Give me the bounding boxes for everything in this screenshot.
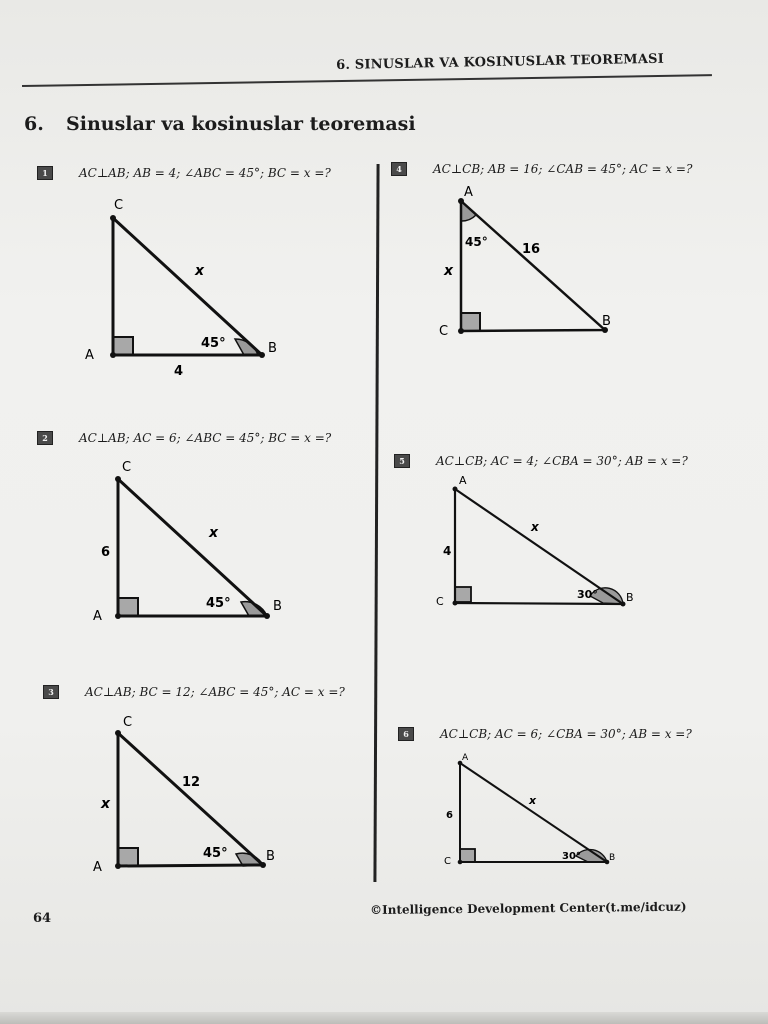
vertex-label-a: A: [85, 348, 94, 363]
hypotenuse-label: x: [529, 794, 537, 807]
triangle-figure-3: [85, 710, 295, 880]
hypotenuse-label: x: [531, 520, 539, 534]
problem-3-statement: [43, 685, 345, 699]
vertex-label-b: B: [602, 314, 611, 329]
problem-text: AC⊥AB; BC = 12; ∠ABC = 45°; AC = x =?: [85, 685, 345, 699]
vertex-label-a: A: [462, 753, 469, 763]
vertex-label-b: B: [609, 853, 616, 863]
triangle-figure-4: [430, 185, 630, 345]
problem-text: AC⊥CB; AB = 16; ∠CAB = 45°; AC = x =?: [433, 162, 693, 176]
vertex-label-b: B: [268, 341, 277, 356]
running-head: 6. SINUSLAR VA KOSINUSLAR TEOREMASI: [336, 51, 665, 73]
triangle-figure-2: [85, 455, 295, 625]
hypotenuse-label: 12: [182, 775, 201, 790]
vertex-label-a: A: [93, 860, 102, 875]
triangle-figure-1: [80, 190, 290, 380]
vertex-label-c: C: [123, 715, 133, 730]
angle-label: 45°: [206, 596, 231, 611]
triangle-figure-5: [430, 475, 640, 615]
leg-label: x: [101, 796, 111, 812]
vertex-label-a: A: [464, 185, 473, 200]
problem-6-statement: [398, 727, 692, 741]
problem-5-statement: [394, 454, 688, 468]
problem-number-badge: 1: [37, 166, 53, 180]
problem-4-statement: [391, 162, 692, 176]
problem-number-badge: 5: [394, 454, 410, 468]
angle-label: 45°: [465, 235, 488, 249]
vertex-label-a: A: [93, 609, 102, 624]
problem-2-statement: [37, 431, 331, 445]
leg-label: 4: [443, 544, 452, 558]
section-title-text: Sinuslar va kosinuslar teoremasi: [66, 113, 416, 135]
section-number: 6.: [24, 113, 44, 135]
hypotenuse-label: x: [209, 525, 219, 541]
problem-text: AC⊥CB; AC = 4; ∠CBA = 30°; AB = x =?: [436, 454, 688, 468]
problem-number-badge: 4: [391, 162, 407, 176]
vertex-label-a: A: [459, 475, 467, 487]
problem-text: AC⊥AB; AC = 6; ∠ABC = 45°; BC = x =?: [79, 431, 332, 445]
vertex-label-b: B: [273, 599, 282, 614]
vertex-label-b: B: [626, 591, 634, 604]
footer-credit: ©Intelligence Development Center(t.me/idcuz): [370, 899, 687, 917]
vertex-label-c: C: [436, 595, 444, 608]
leg-label: 6: [446, 810, 453, 821]
page-edge: [0, 1012, 768, 1024]
triangle-figure-6: [440, 752, 630, 874]
vertex-label-c: C: [444, 856, 451, 867]
angle-label: 45°: [201, 336, 226, 351]
leg-label: 6: [101, 545, 111, 560]
vertex-label-b: B: [266, 849, 275, 864]
vertex-label-c: C: [122, 460, 132, 475]
section-title: [24, 113, 416, 135]
problem-number-badge: 3: [43, 685, 59, 699]
hypotenuse-label: 16: [522, 242, 541, 257]
problem-1-statement: [37, 166, 331, 180]
angle-label: 30°: [562, 851, 581, 862]
vertex-label-c: C: [114, 198, 124, 213]
angle-label: 45°: [203, 846, 228, 861]
problem-text: AC⊥AB; AB = 4; ∠ABC = 45°; BC = x =?: [79, 166, 331, 180]
base-label: 4: [174, 364, 184, 379]
angle-label: 30°: [577, 588, 598, 601]
problem-number-badge: 6: [398, 727, 414, 741]
hypotenuse-label: x: [195, 263, 205, 279]
leg-label: x: [444, 263, 454, 279]
problem-number-badge: 2: [37, 431, 53, 445]
vertex-label-c: C: [439, 324, 449, 339]
problem-text: AC⊥CB; AC = 6; ∠CBA = 30°; AB = x =?: [440, 727, 692, 741]
page-number: 64: [33, 911, 52, 926]
